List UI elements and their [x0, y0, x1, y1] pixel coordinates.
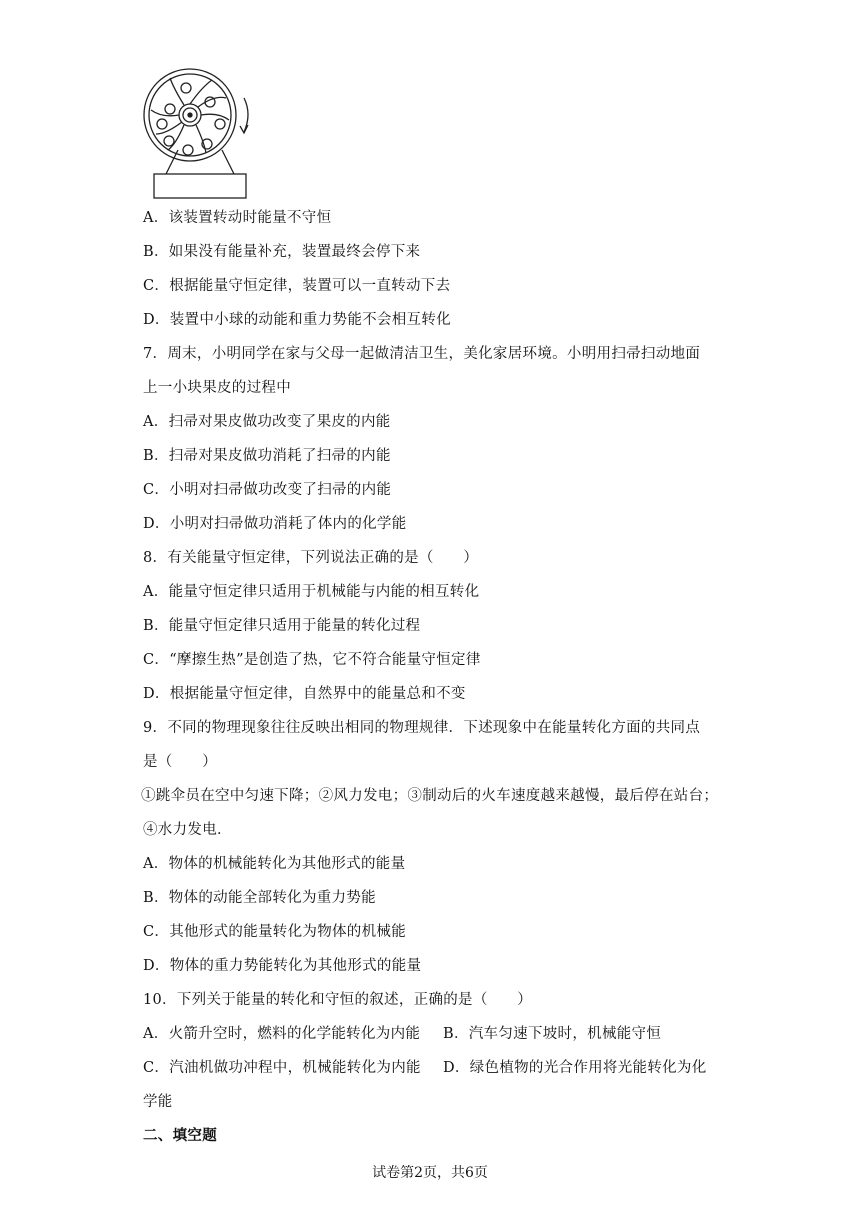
q7-option-b: B．扫帚对果皮做功消耗了扫帚的内能 [143, 448, 391, 464]
q6-option-a: A．该装置转动时能量不守恒 [143, 210, 332, 226]
q8-option-c: C．“摩擦生热”是创造了热，它不符合能量守恒定律 [143, 652, 481, 668]
q6-option-c: C．根据能量守恒定律，装置可以一直转动下去 [143, 278, 451, 294]
q10-stem: 10．下列关于能量的转化和守恒的叙述，正确的是（ ） [143, 992, 533, 1008]
q9-phenomena-line2: ④水力发电． [143, 822, 232, 838]
rotating-wheel-figure [140, 62, 260, 202]
q6-option-d: D．装置中小球的动能和重力势能不会相互转化 [143, 312, 451, 328]
q9-option-c: C．其他形式的能量转化为物体的机械能 [143, 924, 406, 940]
q10-options-row1 [143, 1022, 661, 1043]
q8-option-a: A．能量守恒定律只适用于机械能与内能的相互转化 [143, 584, 480, 600]
q7-option-a: A．扫帚对果皮做功改变了果皮的内能 [143, 414, 391, 430]
page-footer: 试卷第2页，共6页 [372, 1165, 488, 1181]
q10-option-c: C．汽油机做功冲程中，机械能转化为内能 [143, 1060, 421, 1076]
q9-stem-line1: 9．不同的物理现象往往反映出相同的物理规律．下述现象中在能量转化方面的共同点 [143, 720, 701, 736]
q6-option-b: B．如果没有能量补充，装置最终会停下来 [143, 244, 421, 260]
q10-option-b: B．汽车匀速下坡时，机械能守恒 [443, 1026, 662, 1042]
q9-option-b: B．物体的动能全部转化为重力势能 [143, 890, 376, 906]
q8-stem: 8．有关能量守恒定律，下列说法正确的是（ ） [143, 550, 479, 566]
q10-options-row2 [143, 1056, 707, 1077]
q9-stem-line2: 是（ ） [143, 754, 217, 770]
q7-stem-line1: 7．周末，小明同学在家与父母一起做清洁卫生，美化家居环境。小明用扫帚扫动地面 [143, 346, 701, 362]
q10-option-a: A．火箭升空时，燃料的化学能转化为内能 [143, 1026, 421, 1042]
q7-stem-line2: 上一小块果皮的过程中 [143, 380, 291, 396]
q10-option-d-cont: 学能 [143, 1094, 173, 1110]
q10-option-d: D．绿色植物的光合作用将光能转化为化 [443, 1060, 707, 1076]
q7-option-c: C．小明对扫帚做功改变了扫帚的内能 [143, 482, 392, 498]
q9-option-a: A．物体的机械能转化为其他形式的能量 [143, 856, 406, 872]
q9-phenomena-line1: ①跳伞员在空中匀速下降；②风力发电；③制动后的火车速度越来越慢，最后停在站台； [141, 788, 719, 804]
q7-option-d: D．小明对扫帚做功消耗了体内的化学能 [143, 516, 407, 532]
q8-option-b: B．能量守恒定律只适用于能量的转化过程 [143, 618, 421, 634]
q9-option-d: D．物体的重力势能转化为其他形式的能量 [143, 958, 422, 974]
section-title: 二、填空题 [143, 1127, 217, 1144]
q8-option-d: D．根据能量守恒定律，自然界中的能量总和不变 [143, 686, 466, 702]
